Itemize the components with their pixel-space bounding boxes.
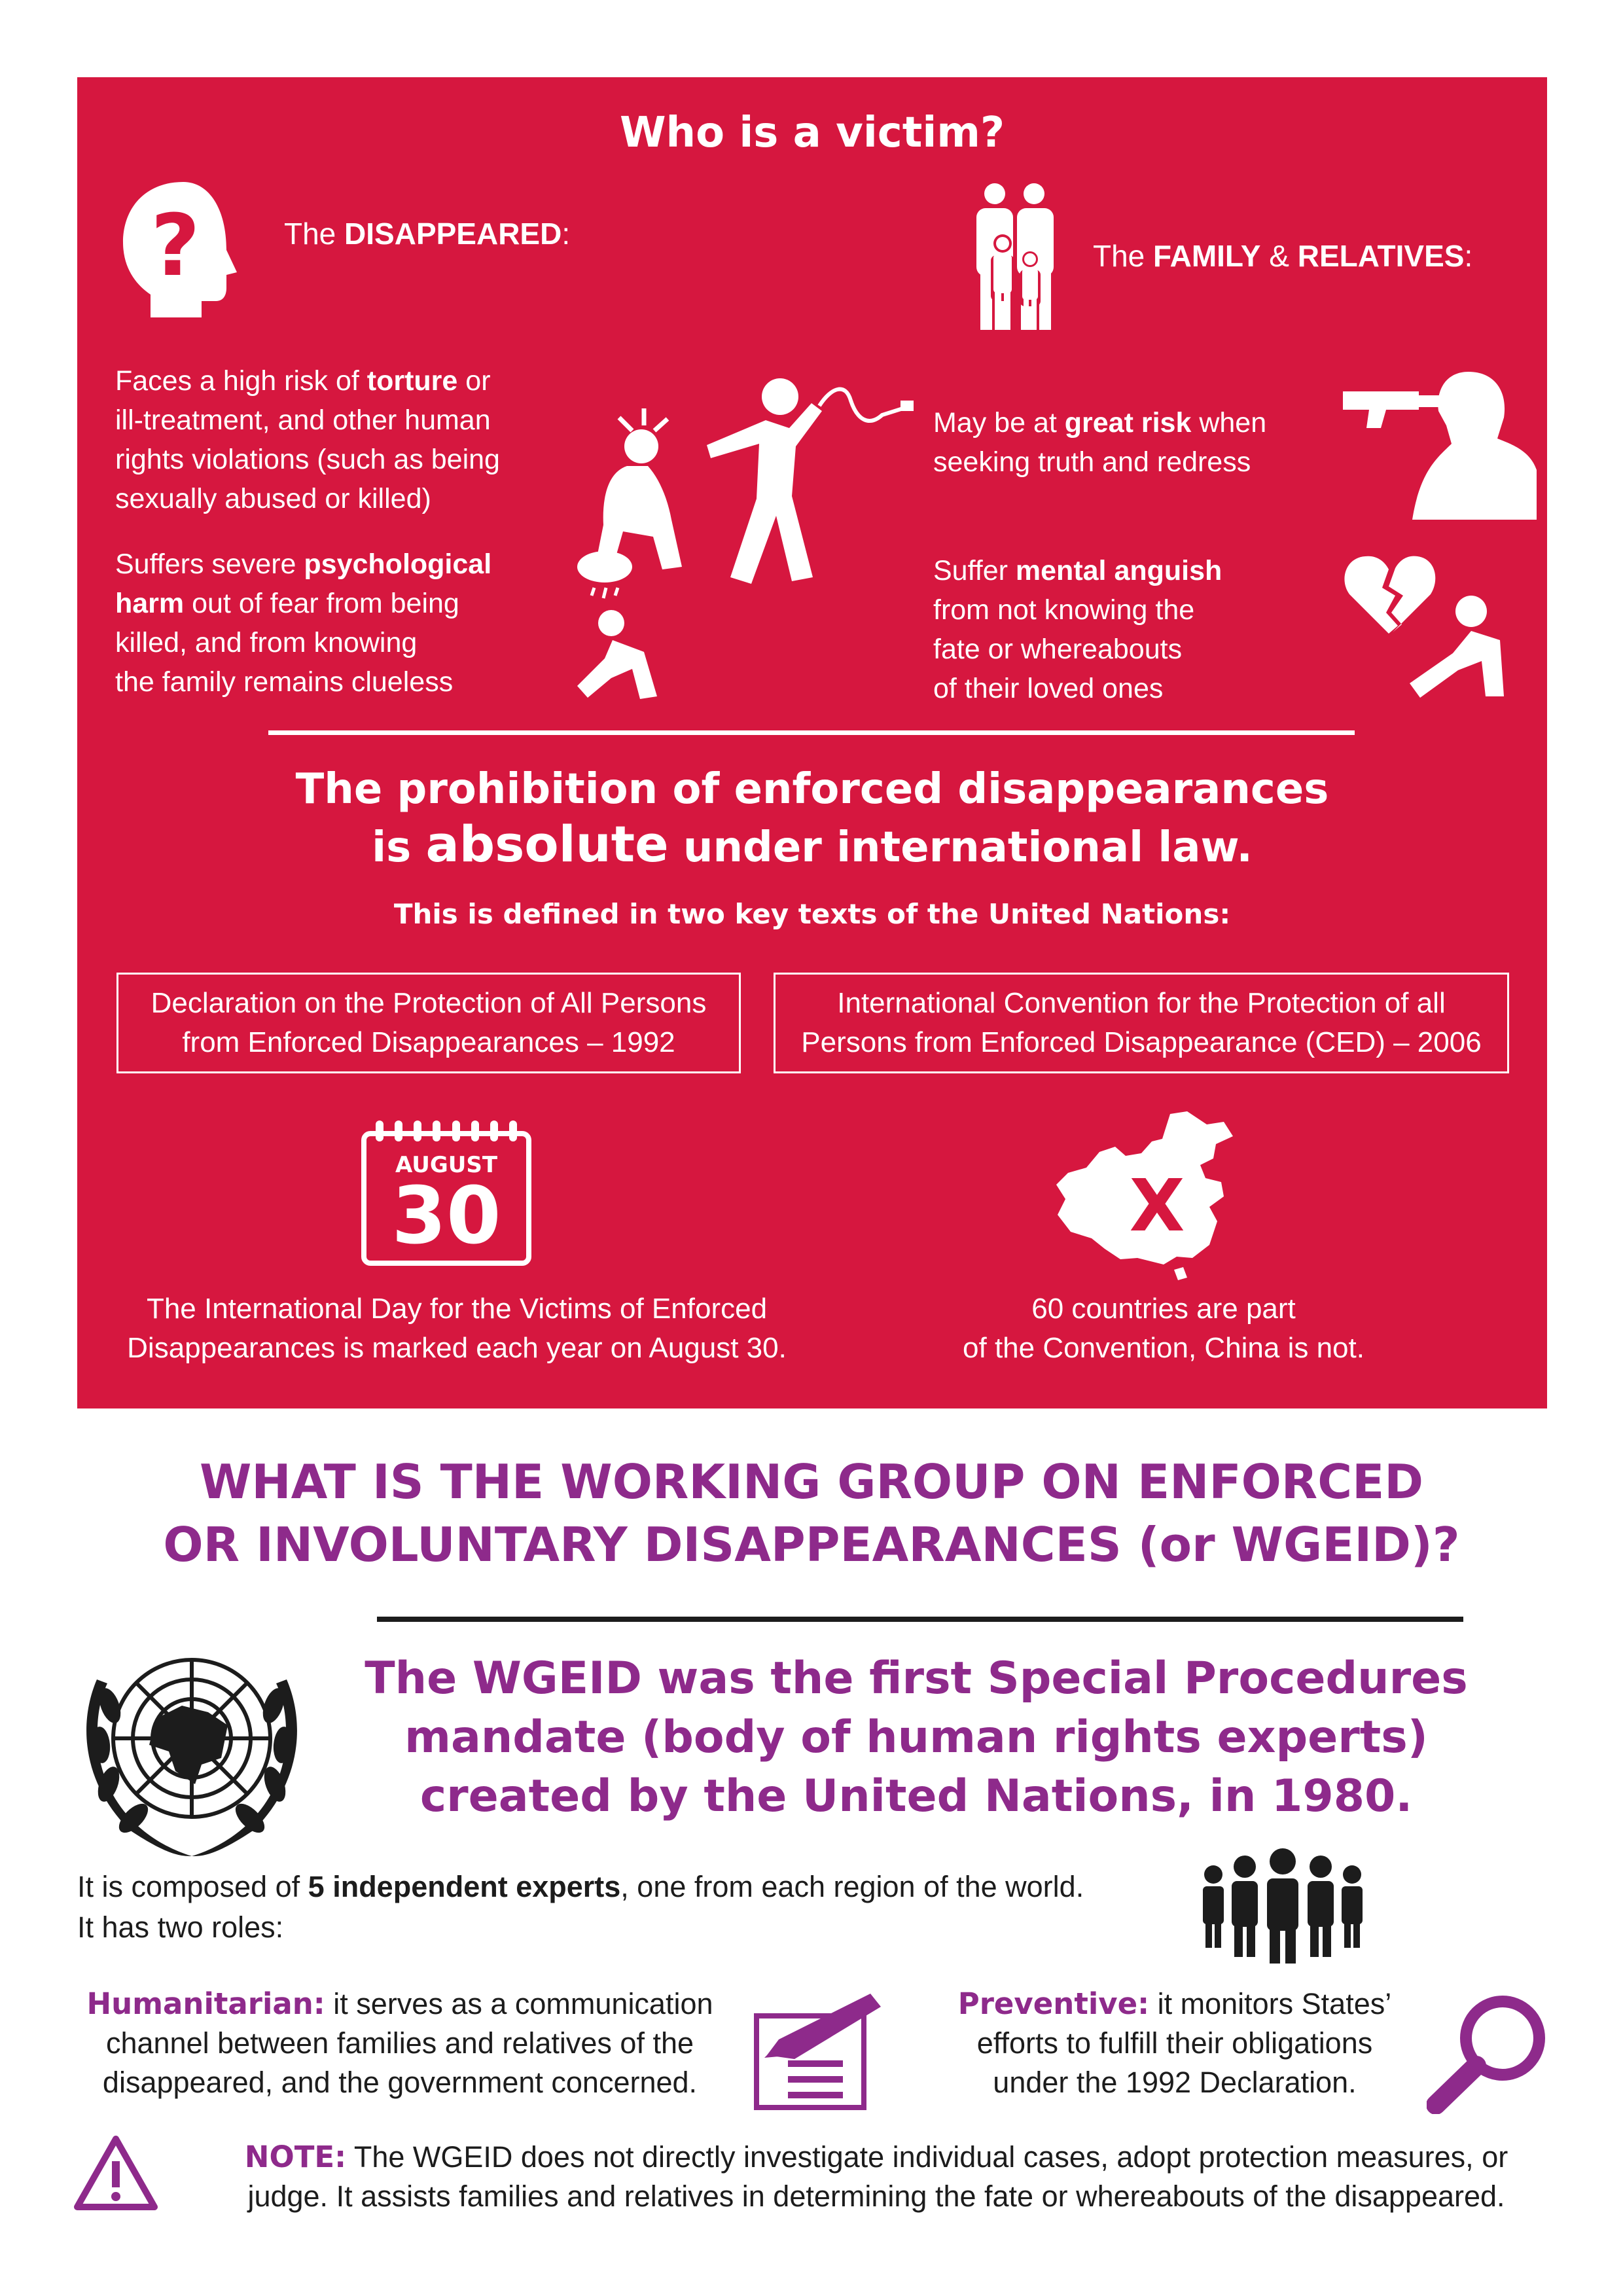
defined-text: This is defined in two key texts of the United Nations:: [393, 898, 1231, 930]
magnifier-icon: [1427, 1990, 1551, 2114]
china-map-icon: [1052, 1110, 1249, 1282]
experts-group-icon: [1199, 1848, 1366, 1964]
broken-heart-icon: [1343, 548, 1513, 699]
wgeid-first-text: The WGEID was the first Special Procedures mandate (body of human rights experts) created by the United Nations, in 1980.: [365, 1653, 1468, 1822]
warning-icon: [73, 2135, 158, 2211]
humanitarian-text: Humanitarian: it serves as a communication channel between families and relatives of the disappeared, and the government concerned.: [86, 1986, 713, 2099]
wgeid-divider: [377, 1617, 1463, 1622]
wgeid-heading: WHAT IS THE WORKING GROUP ON ENFORCED OR INVOLUNTARY DISAPPEARANCES (or WGEID)?: [163, 1454, 1460, 1572]
crying-person-icon: [572, 547, 677, 699]
victim-title: Who is a victim?: [619, 109, 1005, 157]
gun-to-head-icon: [1340, 365, 1537, 522]
family-label: The FAMILY & RELATIVES:: [1093, 239, 1473, 273]
family-icon: [966, 181, 1064, 331]
calendar-day: 30: [391, 1171, 501, 1262]
risk-text: May be at great risk when seeking truth and redress: [933, 407, 1267, 478]
torture-text: Faces a high risk of torture or ill-treatment, and other human rights violations (such as being sexually abused or killed): [115, 365, 500, 514]
composed-text: It is composed of 5 independent experts, one from each region of the world. It has two roles:: [77, 1870, 1084, 1944]
preventive-text: Preventive: it monitors States’ efforts to fulfill their obligations under the 1992 Declaration.: [957, 1986, 1392, 2099]
victim-panel: [77, 77, 1547, 1408]
harm-text: Suffers severe psychological harm out of fear from being killed, and from knowing the family remains clueless: [115, 548, 492, 698]
svg-text:?: ?: [151, 196, 200, 295]
convention-box: International Convention for the Protection of all Persons from Enforced Disappearance (CED) – 2006: [774, 973, 1509, 1073]
map-mark: X: [1129, 1164, 1185, 1247]
note-text: NOTE: The WGEID does not directly investigate individual cases, adopt protection measures, or judge. It assists families and relatives in determining the fate or whereabouts of the disappeared.: [244, 2140, 1508, 2213]
day-text: The International Day for the Victims of Enforced Disappearances is marked each year on August 30.: [127, 1293, 787, 1364]
un-emblem-icon: [71, 1627, 313, 1863]
anguish-text: Suffer mental anguish from not knowing the fate or whereabouts of their loved ones: [933, 555, 1222, 704]
countries-text: 60 countries are part of the Convention, China is not.: [963, 1293, 1364, 1364]
disappeared-label: The DISAPPEARED:: [284, 217, 571, 251]
letter-pen-icon: [753, 1990, 883, 2111]
prohibition-heading: The prohibition of enforced disappearances is absolute under international law.: [295, 765, 1329, 873]
calendar-month: AUGUST: [395, 1152, 498, 1178]
declaration-box: Declaration on the Protection of All Persons from Enforced Disappearances – 1992: [116, 973, 741, 1073]
question-head-icon: [118, 177, 242, 321]
calendar-icon: [361, 1121, 531, 1266]
section-divider: [268, 730, 1355, 735]
